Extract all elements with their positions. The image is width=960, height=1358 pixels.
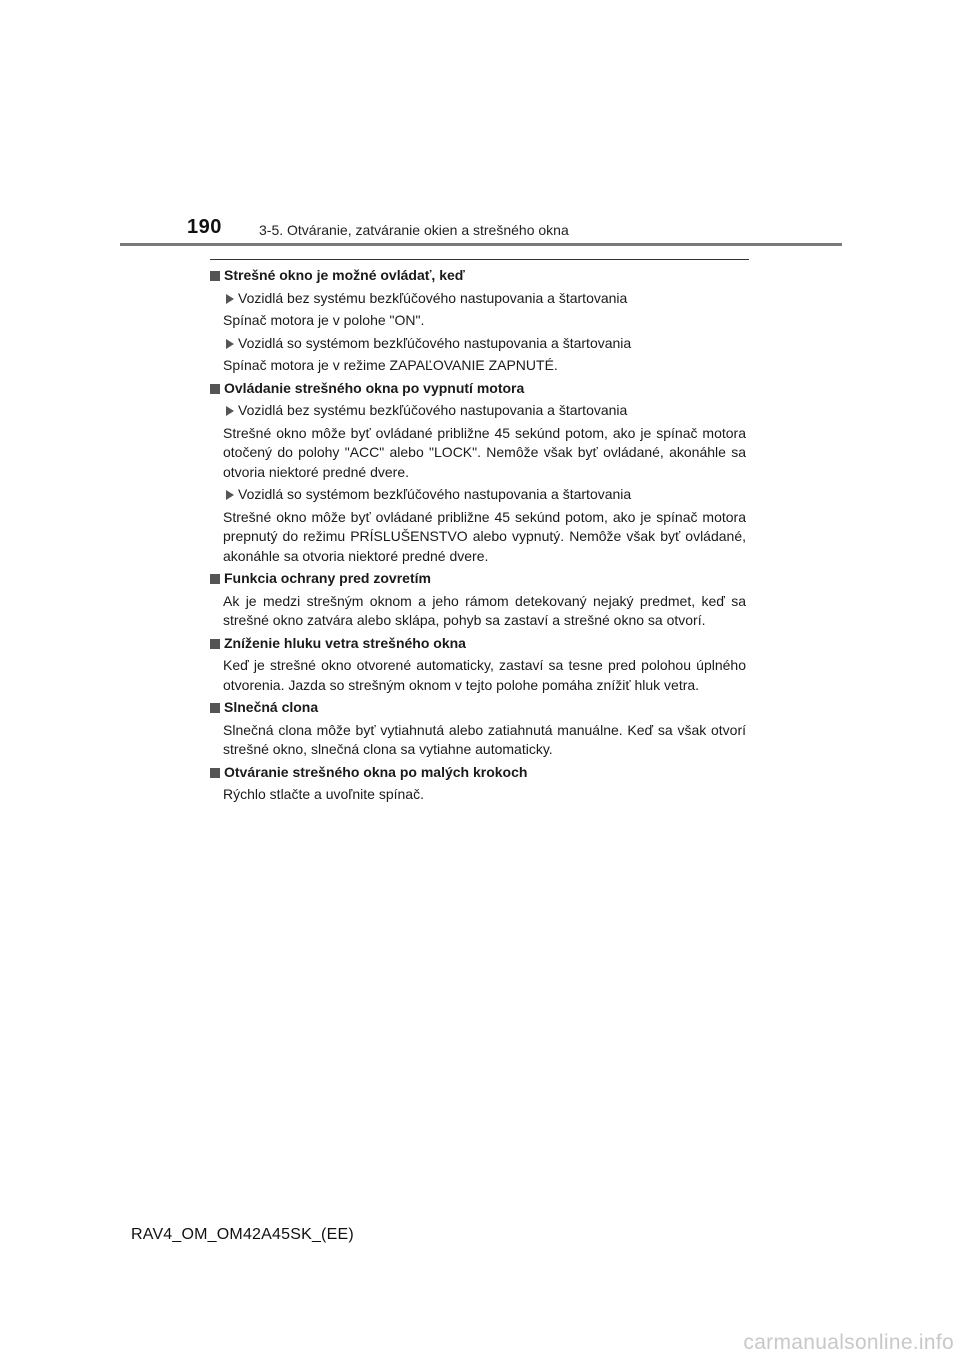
section [210, 266, 746, 376]
square-bullet-icon [210, 384, 220, 394]
chapter-title: 3-5. Otváranie, zatváranie okien a strešného okna [259, 222, 569, 238]
section [210, 698, 746, 760]
section-title: Otváranie strešného okna po malých krokoch [224, 763, 528, 780]
paragraph: Spínač motora je v polohe "ON". [223, 312, 425, 328]
triangle-bullet-icon [226, 339, 234, 349]
page-number: 190 [187, 216, 222, 238]
section-heading [210, 763, 746, 783]
paragraph: Spínač motora je v režime ZAPAĽOVANIE ZAPNUTÉ. [223, 357, 558, 373]
document-code: RAV4_OM_OM42A45SK_(EE) [131, 1226, 354, 1243]
triangle-bullet-icon [226, 406, 234, 416]
section [210, 379, 746, 567]
square-bullet-icon [210, 271, 220, 281]
section-heading [210, 379, 746, 399]
square-bullet-icon [210, 574, 220, 584]
subheading [210, 289, 746, 309]
subheading-text: Vozidlá so systémom bezkľúčového nastupovania a štartovania [238, 486, 632, 502]
paragraph: Strešné okno môže byť ovládané približne 45 sekúnd potom, ako je spínač motora otočený do polohy "ACC" alebo "LOCK". Nemôže však byť ovládané, akonáhle sa otvoria niektoré predné dvere. [223, 424, 746, 480]
watermark: carmanualsonline.info [743, 1331, 954, 1354]
header-divider [120, 243, 842, 246]
subheading-text: Vozidlá bez systému bezkľúčového nastupovania a štartovania [238, 289, 628, 306]
triangle-bullet-icon [226, 294, 234, 304]
section-heading [210, 569, 746, 589]
square-bullet-icon [210, 639, 220, 649]
section-heading [210, 266, 746, 286]
paragraph: Ak je medzi strešným oknom a jeho rámom detekovaný nejaký predmet, keď sa strešné okno zatvára alebo sklápa, pohyb sa zastaví a strešné okno sa otvorí. [223, 592, 746, 628]
section [210, 763, 746, 805]
section-heading [210, 698, 746, 718]
triangle-bullet-icon [226, 490, 234, 500]
subheading-text: Vozidlá bez systému bezkľúčového nastupovania a štartovania [238, 402, 628, 418]
section-title: Ovládanie strešného okna po vypnutí motora [224, 379, 525, 396]
content-divider [210, 259, 749, 260]
paragraph: Rýchlo stlačte a uvoľnite spínač. [223, 786, 424, 802]
section-title: Zníženie hluku vetra strešného okna [224, 634, 466, 651]
page-header [0, 0, 960, 250]
subheading [210, 401, 746, 421]
section-heading [210, 634, 746, 654]
section-title: Slnečná clona [224, 699, 319, 715]
section-title: Funkcia ochrany pred zovretím [224, 570, 431, 586]
subheading [210, 334, 746, 354]
page-content [210, 266, 746, 808]
paragraph: Strešné okno môže byť ovládané približne 45 sekúnd potom, ako je spínač motora prepnutý do režimu PRÍSLUŠENSTVO alebo vypnutý. Nemôže však byť ovládané, akonáhle sa otvoria niektoré predné dvere. [223, 508, 746, 564]
subheading-text: Vozidlá so systémom bezkľúčového nastupovania a štartovania [238, 334, 632, 351]
paragraph: Keď je strešné okno otvorené automaticky, zastaví sa tesne pred polohou úplného otvorenia. Jazda so strešným oknom v tejto polohe pomáha znížiť hluk vetra. [223, 657, 746, 693]
subheading [210, 485, 746, 505]
section [210, 569, 746, 631]
section-title: Strešné okno je možné ovládať, keď [224, 267, 465, 283]
square-bullet-icon [210, 703, 220, 713]
square-bullet-icon [210, 768, 220, 778]
paragraph: Slnečná clona môže byť vytiahnutá alebo zatiahnutá manuálne. Keď sa však otvorí strešné okno, slnečná clona sa vytiahne automaticky. [223, 721, 746, 757]
section [210, 634, 746, 696]
